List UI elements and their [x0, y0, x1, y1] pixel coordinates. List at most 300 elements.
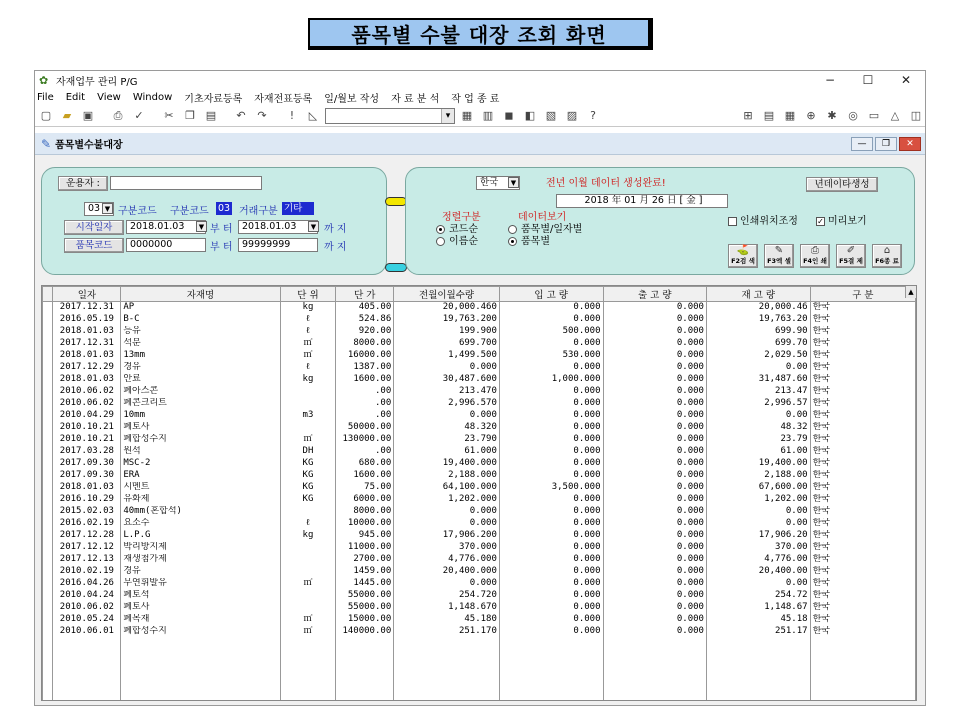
- table-row[interactable]: [43, 602, 916, 614]
- paste-icon[interactable]: ▤: [205, 109, 217, 122]
- row-selector[interactable]: [43, 554, 53, 566]
- from-label-2: 부 터: [210, 242, 233, 253]
- user-field[interactable]: [110, 176, 262, 190]
- table-cell: 0.000: [603, 494, 706, 506]
- row-selector[interactable]: [43, 482, 53, 494]
- row-selector[interactable]: [43, 470, 53, 482]
- table-cell: 1387.00: [336, 362, 394, 374]
- sort-option-name[interactable]: 이름순: [436, 232, 478, 247]
- code2-value[interactable]: 03: [218, 203, 231, 214]
- table-cell: 19,400.000: [394, 458, 500, 470]
- empty-cell: [43, 638, 53, 650]
- table-cell: 8000.00: [336, 338, 394, 350]
- table-cell: 699.70: [706, 338, 810, 350]
- sort-option-code[interactable]: 코드순: [436, 220, 478, 235]
- child-minimize-button[interactable]: —: [851, 137, 873, 151]
- row-selector[interactable]: [43, 386, 53, 398]
- menu-voucher[interactable]: 자재전표등록: [254, 93, 313, 105]
- table-cell: [280, 542, 336, 554]
- table-cell: 한국: [810, 374, 915, 386]
- book-icon[interactable]: ▧: [545, 109, 557, 122]
- options-panel: [405, 167, 915, 275]
- table-row[interactable]: [43, 326, 916, 338]
- row-selector[interactable]: [43, 566, 53, 578]
- f3-label: F3엑 셀: [767, 257, 791, 265]
- table-cell: 한국: [810, 614, 915, 626]
- f4-print-button[interactable]: [800, 244, 830, 268]
- empty-cell: [336, 698, 394, 702]
- table-cell: 2017.12.12: [53, 542, 121, 554]
- table-cell: 폐아스콘: [121, 386, 280, 398]
- table-cell: 4,776.000: [394, 554, 500, 566]
- empty-row[interactable]: [43, 662, 916, 674]
- menu-basic-data[interactable]: 기초자료등록: [184, 93, 243, 105]
- table-cell: 한국: [810, 458, 915, 470]
- table-cell: .00: [336, 386, 394, 398]
- save-icon[interactable]: ▣: [82, 109, 94, 122]
- table-cell: 0.000: [499, 470, 603, 482]
- table-cell: 0.000: [603, 362, 706, 374]
- view-option-item[interactable]: 품목별: [508, 232, 550, 247]
- table-cell: 13mm: [121, 350, 280, 362]
- header-price[interactable]: 단 가: [336, 287, 394, 302]
- pencil-icon: ✎: [41, 136, 52, 151]
- empty-cell: [280, 674, 336, 686]
- redo-icon[interactable]: ↷: [257, 109, 267, 122]
- undo-icon[interactable]: ↶: [236, 109, 246, 122]
- table-cell: 한국: [810, 518, 915, 530]
- calendar-dropdown-icon-2[interactable]: ▼: [308, 221, 319, 232]
- empty-cell: [603, 674, 706, 686]
- table-row[interactable]: [43, 578, 916, 590]
- menu-exit[interactable]: 작 업 종 료: [451, 93, 500, 105]
- header-material[interactable]: 자재명: [121, 287, 280, 302]
- table-cell: 67,600.00: [706, 482, 810, 494]
- print-preview-icon[interactable]: ⎙: [113, 108, 123, 122]
- table-cell: 0.000: [603, 302, 706, 314]
- table-row[interactable]: [43, 530, 916, 542]
- table-cell: 0.000: [499, 338, 603, 350]
- table-cell: 2010.04.29: [53, 410, 121, 422]
- table-cell: 20,400.00: [706, 566, 810, 578]
- table-cell: 2700.00: [336, 554, 394, 566]
- approve-icon: ✐: [846, 245, 856, 256]
- menu-view[interactable]: View: [97, 91, 121, 103]
- table-cell: 0.000: [499, 602, 603, 614]
- table-cell: 2015.02.03: [53, 506, 121, 518]
- binoculars-icon: ⛳: [736, 245, 750, 256]
- table-cell: 0.000: [603, 374, 706, 386]
- table-cell: 140000.00: [336, 626, 394, 638]
- table-cell: 한국: [810, 386, 915, 398]
- table-cell: kg: [280, 530, 336, 542]
- table-cell: 한국: [810, 506, 915, 518]
- table-cell: 19,763.200: [394, 314, 500, 326]
- table-cell: KG: [280, 494, 336, 506]
- row-selector[interactable]: [43, 398, 53, 410]
- table-cell: 안료: [121, 374, 280, 386]
- table-cell: 0.000: [394, 362, 500, 374]
- table-cell: 한국: [810, 494, 915, 506]
- empty-cell: [499, 662, 603, 674]
- tools-icon[interactable]: ▨: [566, 109, 578, 122]
- table-row[interactable]: [43, 590, 916, 602]
- empty-cell: [706, 674, 810, 686]
- zoom-icon[interactable]: ⊕: [806, 109, 816, 122]
- table-cell: 2016.02.19: [53, 518, 121, 530]
- table-cell: 945.00: [336, 530, 394, 542]
- table-cell: ℓ: [280, 362, 336, 374]
- row-selector[interactable]: [43, 578, 53, 590]
- copy-icon[interactable]: ❐: [185, 109, 195, 122]
- table-cell: 17,906.200: [394, 530, 500, 542]
- layout-icon[interactable]: ▤: [763, 109, 775, 122]
- mail-icon[interactable]: ◧: [524, 109, 536, 122]
- table-row[interactable]: [43, 398, 916, 410]
- row-selector[interactable]: [43, 602, 53, 614]
- empty-cell: [603, 650, 706, 662]
- print-adjust-checkbox[interactable]: 인쇄위치조정: [728, 212, 798, 227]
- table-row[interactable]: [43, 302, 916, 314]
- from-label: 부 터: [210, 224, 233, 235]
- slide-title: 품목별 수불 대장 조회 화면: [308, 18, 653, 50]
- code-select[interactable]: 03: [84, 202, 114, 216]
- row-selector[interactable]: [43, 626, 53, 638]
- empty-cell: [394, 662, 500, 674]
- table-row[interactable]: [43, 410, 916, 422]
- table-row[interactable]: [43, 446, 916, 458]
- table-row[interactable]: [43, 482, 916, 494]
- empty-cell: [336, 686, 394, 698]
- table-cell: 23.790: [394, 434, 500, 446]
- table-cell: 1459.00: [336, 566, 394, 578]
- table-cell: 1600.00: [336, 374, 394, 386]
- table-row[interactable]: [43, 338, 916, 350]
- checkbox-checked-icon[interactable]: ✓: [817, 216, 824, 226]
- header-unit[interactable]: 단 위: [280, 287, 336, 302]
- format-icon[interactable]: ▦: [461, 109, 473, 122]
- row-selector[interactable]: [43, 374, 53, 386]
- table-row[interactable]: [43, 554, 916, 566]
- grid-icon[interactable]: ▦: [784, 109, 796, 122]
- f5-approve-button[interactable]: [836, 244, 866, 268]
- settings-icon[interactable]: ✱: [827, 109, 837, 122]
- menu-window[interactable]: Window: [132, 91, 173, 103]
- preview-checkbox[interactable]: ✓ 미리보기: [817, 216, 867, 227]
- table-cell: 0.000: [603, 350, 706, 362]
- table-cell: 1445.00: [336, 578, 394, 590]
- table-cell: 920.00: [336, 326, 394, 338]
- row-selector[interactable]: [43, 422, 53, 434]
- empty-cell: [53, 674, 121, 686]
- row-selector[interactable]: [43, 494, 53, 506]
- table-cell: m3: [280, 410, 336, 422]
- empty-row[interactable]: [43, 698, 916, 702]
- radio-icon[interactable]: [508, 237, 517, 246]
- code2-label: 구분코드: [170, 206, 209, 217]
- f6-exit-button[interactable]: [872, 244, 902, 268]
- new-icon[interactable]: ▢: [40, 109, 52, 122]
- row-selector[interactable]: [43, 614, 53, 626]
- table-cell: 0.000: [499, 530, 603, 542]
- table-row[interactable]: [43, 350, 916, 362]
- table-cell: 75.00: [336, 482, 394, 494]
- empty-cell: [121, 638, 280, 650]
- toolbar-combo[interactable]: [325, 108, 455, 124]
- table-cell: 6000.00: [336, 494, 394, 506]
- table-cell: 0.000: [394, 410, 500, 422]
- align-icon[interactable]: ⊞: [743, 109, 753, 122]
- header-carryover[interactable]: 전월이월수량: [394, 287, 500, 302]
- to-label-2: 까 지: [324, 242, 347, 253]
- row-selector[interactable]: [43, 590, 53, 602]
- empty-cell: [603, 686, 706, 698]
- misc-icon[interactable]: ◫: [910, 109, 922, 122]
- row-selector[interactable]: [43, 434, 53, 446]
- table-row[interactable]: [43, 314, 916, 326]
- table-cell: 폐토사: [121, 422, 280, 434]
- f3-excel-button[interactable]: [764, 244, 794, 268]
- table-cell: 0.000: [603, 542, 706, 554]
- row-selector[interactable]: [43, 542, 53, 554]
- table-cell: 19,763.20: [706, 314, 810, 326]
- table-cell: 20,400.000: [394, 566, 500, 578]
- child-restore-button[interactable]: ❐: [875, 137, 897, 151]
- empty-row[interactable]: [43, 686, 916, 698]
- empty-cell: [280, 698, 336, 702]
- f4-label: F4인 쇄: [803, 257, 827, 265]
- empty-cell: [53, 662, 121, 674]
- table-cell: 0.000: [394, 578, 500, 590]
- trade-value[interactable]: 기타: [282, 202, 314, 215]
- table-row[interactable]: [43, 386, 916, 398]
- table-cell: 524.86: [336, 314, 394, 326]
- table-cell: 0.000: [499, 458, 603, 470]
- row-selector[interactable]: [43, 518, 53, 530]
- language-dropdown-icon[interactable]: ▼: [508, 177, 519, 188]
- table-row[interactable]: [43, 566, 916, 578]
- empty-cell: [394, 698, 500, 702]
- cut-icon[interactable]: ✂: [164, 109, 174, 122]
- table-cell: 한국: [810, 566, 915, 578]
- open-icon[interactable]: ▰: [62, 109, 72, 122]
- table-cell: 213.47: [706, 386, 810, 398]
- empty-cell: [394, 650, 500, 662]
- table-cell: 무연휘발유: [121, 578, 280, 590]
- chevron-down-icon[interactable]: ▼: [102, 203, 113, 214]
- table-cell: 0.000: [499, 410, 603, 422]
- table-row[interactable]: [43, 494, 916, 506]
- table-cell: 유화제: [121, 494, 280, 506]
- menu-analysis[interactable]: 자 료 분 석: [391, 93, 440, 105]
- table-cell: 0.000: [499, 542, 603, 554]
- table-cell: 1,148.67: [706, 602, 810, 614]
- table-cell: ㎥: [280, 578, 336, 590]
- question-icon[interactable]: ?: [590, 109, 596, 122]
- header-outbound[interactable]: 출 고 량: [603, 287, 706, 302]
- empty-row[interactable]: [43, 638, 916, 650]
- row-selector[interactable]: [43, 410, 53, 422]
- empty-cell: [336, 638, 394, 650]
- row-selector[interactable]: [43, 446, 53, 458]
- empty-cell: [53, 638, 121, 650]
- row-selector[interactable]: [43, 530, 53, 542]
- table-row[interactable]: [43, 362, 916, 374]
- header-date[interactable]: 일자: [53, 287, 121, 302]
- table-row[interactable]: [43, 374, 916, 386]
- code-label: 구분코드: [118, 206, 157, 217]
- table-cell: 48.32: [706, 422, 810, 434]
- table-cell: 1,499.500: [394, 350, 500, 362]
- generate-year-button[interactable]: 년데이타생성: [806, 177, 878, 192]
- table-cell: 254.72: [706, 590, 810, 602]
- table-cell: .00: [336, 446, 394, 458]
- row-selector[interactable]: [43, 458, 53, 470]
- header-stock[interactable]: 재 고 량: [706, 287, 810, 302]
- table-cell: 11000.00: [336, 542, 394, 554]
- row-selector[interactable]: [43, 302, 53, 314]
- empty-cell: [280, 662, 336, 674]
- header-inbound[interactable]: 입 고 량: [499, 287, 603, 302]
- table-cell: 0.000: [394, 506, 500, 518]
- table-cell: 0.000: [603, 518, 706, 530]
- minimize-button[interactable]: −: [824, 73, 836, 87]
- empty-cell: [810, 650, 915, 662]
- empty-cell: [53, 698, 121, 702]
- table-row[interactable]: [43, 422, 916, 434]
- menu-reports[interactable]: 일/월보 작성: [324, 93, 380, 105]
- table-cell: 0.000: [499, 398, 603, 410]
- table-cell: 251.17: [706, 626, 810, 638]
- table-row[interactable]: [43, 626, 916, 638]
- table-row[interactable]: [43, 506, 916, 518]
- table-cell: 2017.12.13: [53, 554, 121, 566]
- menubar: [35, 89, 925, 105]
- empty-row[interactable]: [43, 674, 916, 686]
- row-selector[interactable]: [43, 362, 53, 374]
- table-cell: 1,000.000: [499, 374, 603, 386]
- table-row[interactable]: [43, 518, 916, 530]
- f2-search-button[interactable]: [728, 244, 758, 268]
- table-cell: 2010.05.24: [53, 614, 121, 626]
- notice-text: 전년 이월 데이터 생성완료!: [546, 178, 666, 189]
- maximize-button[interactable]: ☐: [862, 73, 874, 87]
- table-cell: 0.00: [706, 410, 810, 422]
- report-icon[interactable]: ▭: [868, 109, 880, 122]
- date-display: 2018 年 01 月 26 日 [ 金 ]: [556, 194, 728, 208]
- table-row[interactable]: [43, 458, 916, 470]
- scroll-up-icon[interactable]: ▲: [905, 286, 916, 298]
- table-cell: 2018.01.03: [53, 326, 121, 338]
- table-cell: 0.000: [603, 398, 706, 410]
- empty-cell: [43, 674, 53, 686]
- start-to-field[interactable]: 2018.01.03: [238, 220, 318, 234]
- table-cell: 0.00: [706, 362, 810, 374]
- table-cell: 0.000: [603, 410, 706, 422]
- table-cell: KG: [280, 458, 336, 470]
- table-cell: 한국: [810, 314, 915, 326]
- child-close-button[interactable]: ✕: [899, 137, 921, 151]
- table-cell: 40mm(혼합석): [121, 506, 280, 518]
- table-cell: 0.000: [499, 578, 603, 590]
- start-from-field[interactable]: 2018.01.03: [126, 220, 206, 234]
- checkbox-icon[interactable]: [728, 217, 737, 226]
- ledger-grid[interactable]: [41, 285, 917, 701]
- table-cell: 20,000.46: [706, 302, 810, 314]
- empty-cell: [603, 638, 706, 650]
- calendar-dropdown-icon[interactable]: ▼: [196, 221, 207, 232]
- table-cell: 0.000: [499, 614, 603, 626]
- empty-cell: [603, 662, 706, 674]
- view-option-item-date[interactable]: 품목별/일자별: [508, 220, 582, 235]
- fax-icon[interactable]: ◼: [504, 109, 514, 122]
- table-row[interactable]: [43, 470, 916, 482]
- empty-cell: [810, 698, 915, 702]
- table-cell: 요소수: [121, 518, 280, 530]
- row-selector[interactable]: [43, 506, 53, 518]
- table-row[interactable]: [43, 434, 916, 446]
- row-selector[interactable]: [43, 338, 53, 350]
- child-title: 품목별수불대장: [55, 140, 123, 151]
- header-category[interactable]: 구 분: [810, 287, 915, 302]
- table-cell: 원석: [121, 446, 280, 458]
- language-select[interactable]: 한국: [476, 176, 520, 190]
- view-icon[interactable]: ◎: [848, 109, 858, 122]
- table-cell: 0.000: [603, 470, 706, 482]
- table-cell: 2017.09.30: [53, 458, 121, 470]
- table-cell: 2,996.570: [394, 398, 500, 410]
- table-row[interactable]: [43, 542, 916, 554]
- table-cell: 0.000: [499, 422, 603, 434]
- table-cell: KG: [280, 470, 336, 482]
- menu-file[interactable]: File: [37, 91, 54, 103]
- table-cell: 251.170: [394, 626, 500, 638]
- table-cell: 48.320: [394, 422, 500, 434]
- empty-row[interactable]: [43, 650, 916, 662]
- table-cell: 등유: [121, 326, 280, 338]
- table-cell: 0.00: [706, 506, 810, 518]
- alert-icon[interactable]: △: [890, 109, 900, 122]
- empty-cell: [499, 638, 603, 650]
- radio-icon[interactable]: [436, 237, 445, 246]
- help-icon[interactable]: !: [289, 109, 295, 122]
- table-cell: 530.000: [499, 350, 603, 362]
- row-selector[interactable]: [43, 314, 53, 326]
- table-row[interactable]: [43, 614, 916, 626]
- close-button[interactable]: ✕: [900, 73, 912, 87]
- table-cell: 213.470: [394, 386, 500, 398]
- row-selector[interactable]: [43, 326, 53, 338]
- table-cell: [280, 506, 336, 518]
- empty-cell: [336, 650, 394, 662]
- item-from-field[interactable]: 0000000: [126, 238, 206, 252]
- table-cell: 0.000: [499, 590, 603, 602]
- menu-edit[interactable]: Edit: [65, 91, 86, 103]
- empty-cell: [280, 650, 336, 662]
- item-to-field[interactable]: 99999999: [238, 238, 318, 252]
- table-icon[interactable]: ▥: [482, 109, 494, 122]
- table-cell: 19,400.00: [706, 458, 810, 470]
- table-cell: 2016.10.29: [53, 494, 121, 506]
- row-selector[interactable]: [43, 350, 53, 362]
- empty-cell: [336, 662, 394, 674]
- chart-icon[interactable]: ◺: [308, 109, 318, 122]
- empty-cell: [706, 650, 810, 662]
- app-titlebar: [35, 71, 925, 89]
- spell-icon[interactable]: ✓: [134, 109, 144, 122]
- excel-icon: ✎: [774, 245, 784, 256]
- table-cell: 199.900: [394, 326, 500, 338]
